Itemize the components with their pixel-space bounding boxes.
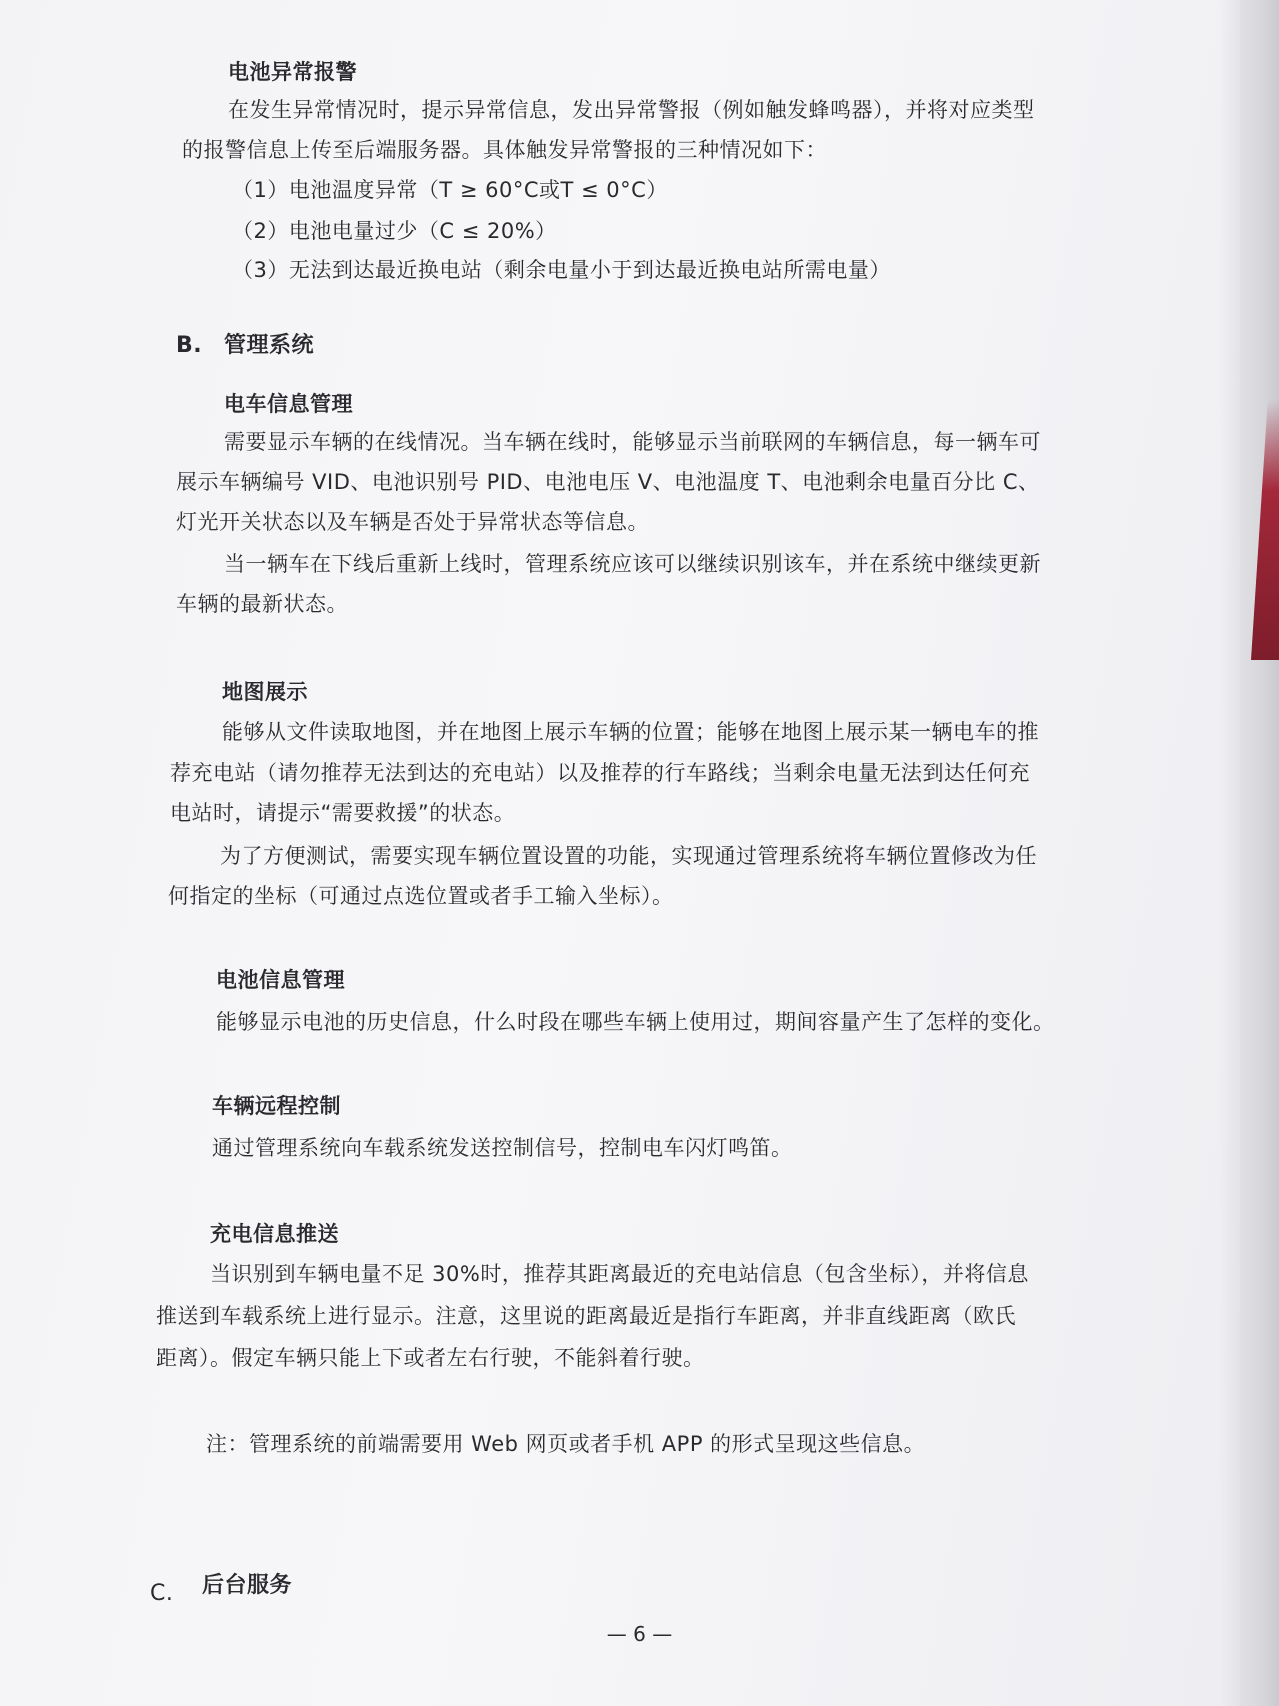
paragraph-line: 在发生异常情况时，提示异常信息，发出异常警报（例如触发蜂鸣器），并将对应类型 <box>228 98 1035 122</box>
paragraph-line: 距离）。假定车辆只能上下或者左右行驶，不能斜着行驶。 <box>156 1346 705 1370</box>
heading-map-display: 地图展示 <box>222 680 308 704</box>
paragraph-line: 通过管理系统向车载系统发送控制信号，控制电车闪灯鸣笛。 <box>212 1136 793 1160</box>
list-item-station: （3）无法到达最近换电站（剩余电量小于到达最近换电站所需电量） <box>232 258 891 282</box>
list-item-temperature: （1）电池温度异常（T ≥ 60°C或T ≤ 0°C） <box>232 178 668 202</box>
page-edge-shadow <box>1219 0 1279 1706</box>
paragraph-line: 何指定的坐标（可通过点选位置或者手工输入坐标）。 <box>168 884 674 908</box>
section-b-label: B. <box>176 333 203 358</box>
section-c-label: C. <box>150 1581 174 1606</box>
paragraph-line: 当识别到车辆电量不足 30%时，推荐其距离最近的充电站信息（包含坐标），并将信息 <box>210 1262 1029 1286</box>
heading-vehicle-info: 电车信息管理 <box>224 392 353 416</box>
paragraph-line: 车辆的最新状态。 <box>176 592 348 616</box>
paragraph-line: 推送到车载系统上进行显示。注意，这里说的距离最近是指行车距离，并非直线距离（欧氏 <box>156 1304 1016 1328</box>
paragraph-line: 为了方便测试，需要实现车辆位置设置的功能，实现通过管理系统将车辆位置修改为任 <box>220 844 1037 868</box>
heading-battery-info: 电池信息管理 <box>216 968 345 992</box>
paragraph-line: 的报警信息上传至后端服务器。具体触发异常警报的三种情况如下： <box>182 138 827 162</box>
paragraph-line: 荐充电站（请勿推荐无法到达的充电站）以及推荐的行车路线；当剩余电量无法到达任何充 <box>170 761 1030 785</box>
paragraph-line: 能够显示电池的历史信息，什么时段在哪些车辆上使用过，期间容量产生了怎样的变化。 <box>216 1010 1055 1034</box>
paragraph-line: 展示车辆编号 VID、电池识别号 PID、电池电压 V、电池温度 T、电池剩余电量百分比 C、 <box>176 470 1040 494</box>
page-number: — 6 — <box>606 1622 673 1646</box>
paragraph-line: 灯光开关状态以及车辆是否处于异常状态等信息。 <box>176 510 649 534</box>
heading-battery-alarm: 电池异常报警 <box>228 60 357 84</box>
note-text: 注：管理系统的前端需要用 Web 网页或者手机 APP 的形式呈现这些信息。 <box>206 1432 926 1456</box>
heading-charging-push: 充电信息推送 <box>210 1222 339 1246</box>
section-c-title: 后台服务 <box>202 1573 293 1598</box>
heading-remote-control: 车辆远程控制 <box>212 1094 341 1118</box>
list-item-charge: （2）电池电量过少（C ≤ 20%） <box>232 219 557 243</box>
paragraph-line: 电站时，请提示“需要救援”的状态。 <box>170 801 516 825</box>
paragraph-line: 需要显示车辆的在线情况。当车辆在线时，能够显示当前联网的车辆信息，每一辆车可 <box>224 430 1041 454</box>
section-b-title: 管理系统 <box>224 333 315 358</box>
paragraph-line: 当一辆车在下线后重新上线时，管理系统应该可以继续识别该车，并在系统中继续更新 <box>224 552 1041 576</box>
paragraph-line: 能够从文件读取地图，并在地图上展示车辆的位置；能够在地图上展示某一辆电车的推 <box>222 720 1039 744</box>
